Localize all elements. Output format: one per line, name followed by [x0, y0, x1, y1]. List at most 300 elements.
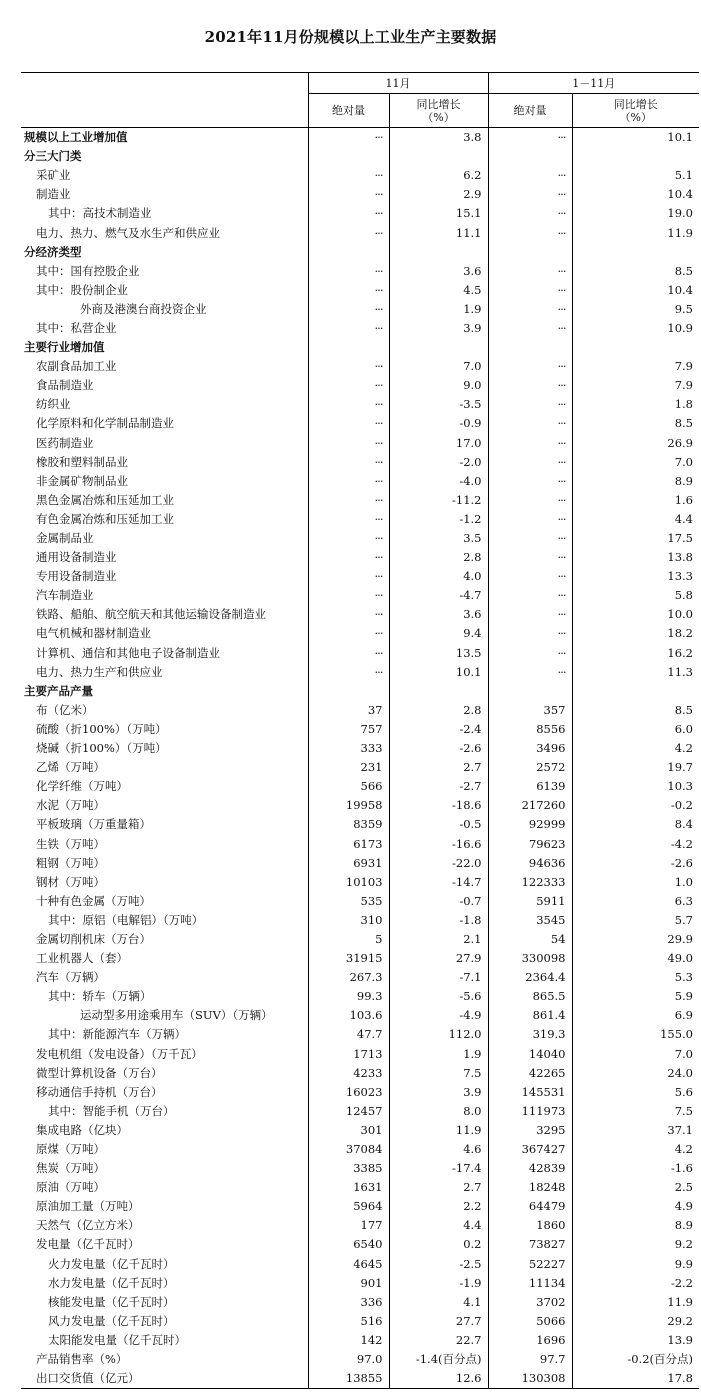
row-label: 原煤（万吨）: [21, 1140, 308, 1159]
ytd-yoy-growth: 9.5: [674, 301, 693, 316]
row-label: 通用设备制造业: [21, 548, 308, 567]
ytd-absolute-value: ···: [488, 185, 572, 204]
ytd-absolute-value: 2364.4: [488, 968, 572, 987]
ytd-yoy-growth: 4.2: [674, 1142, 693, 1157]
table-row: [21, 491, 699, 510]
nov-absolute-value: ···: [308, 510, 389, 529]
row-label: 其中：高技术制造业: [21, 204, 308, 223]
ytd-absolute-value: 1696: [488, 1331, 572, 1350]
ytd-absolute-value: 3496: [488, 739, 572, 758]
row-label: 制造业: [21, 185, 308, 204]
row-label: 其中：国有控股企业: [21, 262, 308, 281]
nov-yoy-growth: [389, 147, 488, 166]
header-period-november: 11月: [308, 73, 488, 94]
ytd-absolute-value: ···: [488, 567, 572, 586]
nov-yoy-growth: [389, 243, 488, 262]
table-row: [21, 319, 699, 338]
ytd-yoy-growth: 6.3: [674, 893, 693, 908]
ytd-yoy-growth: -2.2: [670, 1275, 693, 1290]
nov-yoy-growth: 3.9: [389, 1083, 488, 1102]
table-row: [21, 777, 699, 796]
ytd-yoy-growth: -4.2: [670, 836, 693, 851]
ytd-yoy-growth: 10.4: [667, 282, 693, 297]
ytd-yoy-growth: 1.8: [674, 397, 693, 412]
ytd-absolute-value: ···: [488, 434, 572, 453]
nov-yoy-growth: -2.0: [389, 453, 488, 472]
ytd-yoy-growth: 18.2: [667, 626, 693, 641]
nov-absolute-value: ···: [308, 472, 389, 491]
table-row: [21, 281, 699, 300]
section-row: [21, 243, 699, 262]
row-label: 布（亿米）: [21, 701, 308, 720]
nov-yoy-growth: 11.1: [389, 223, 488, 242]
row-label: 集成电路（亿块）: [21, 1121, 308, 1140]
table-row: [21, 796, 699, 815]
nov-absolute-value: 1631: [308, 1178, 389, 1197]
nov-absolute-value: 103.6: [308, 1006, 389, 1025]
ytd-absolute-value: 1860: [488, 1216, 572, 1235]
table-row: [21, 758, 699, 777]
ytd-yoy-growth: 7.0: [674, 1046, 693, 1061]
row-label: 金属制品业: [21, 529, 308, 548]
nov-yoy-growth: 3.6: [389, 605, 488, 624]
nov-absolute-value: 757: [308, 720, 389, 739]
table-row: [21, 1293, 699, 1312]
nov-absolute-value: 535: [308, 892, 389, 911]
ytd-yoy-growth: -0.2: [670, 798, 693, 813]
header-abs-1: 绝对量: [308, 94, 389, 128]
data-table: [21, 72, 699, 1389]
section-heading: 规模以上工业增加值: [21, 128, 308, 148]
row-label: 粗钢（万吨）: [21, 854, 308, 873]
row-label: 风力发电量（亿千瓦时）: [21, 1312, 308, 1331]
row-label: 发电量（亿千瓦时）: [21, 1235, 308, 1254]
ytd-yoy-growth: 1.0: [674, 874, 693, 889]
nov-absolute-value: ···: [308, 624, 389, 643]
ytd-yoy-growth: 5.8: [674, 588, 693, 603]
ytd-absolute-value: ···: [488, 472, 572, 491]
nov-absolute-value: ···: [308, 300, 389, 319]
table-row: [21, 949, 699, 968]
nov-absolute-value: 901: [308, 1274, 389, 1293]
table-row: [21, 1197, 699, 1216]
ytd-yoy-growth: 10.4: [667, 187, 693, 202]
ytd-yoy-growth: 29.9: [667, 931, 693, 946]
ytd-yoy-growth: 6.0: [674, 721, 693, 736]
ytd-absolute-value: ···: [488, 166, 572, 185]
ytd-yoy-growth: 17.8: [572, 1369, 699, 1389]
ytd-absolute-value: ···: [488, 204, 572, 223]
row-label: 钢材（万吨）: [21, 873, 308, 892]
header-yoy-1-line2: （%）: [422, 110, 455, 124]
nov-absolute-value: 231: [308, 758, 389, 777]
nov-yoy-growth: 7.0: [389, 357, 488, 376]
nov-absolute-value: ···: [308, 434, 389, 453]
ytd-absolute-value: 357: [488, 701, 572, 720]
ytd-yoy-growth: 7.0: [674, 454, 693, 469]
table-row: [21, 1216, 699, 1235]
ytd-yoy-growth: 8.9: [674, 1218, 693, 1233]
row-label: 核能发电量（亿千瓦时）: [21, 1293, 308, 1312]
nov-yoy-growth: 2.1: [389, 930, 488, 949]
nov-absolute-value: ···: [308, 262, 389, 281]
nov-yoy-growth: 10.1: [389, 663, 488, 682]
table-row: [21, 166, 699, 185]
table-row: [21, 1255, 699, 1274]
ytd-yoy-growth: 19.7: [667, 760, 693, 775]
row-label: 外商及港澳台商投资企业: [21, 300, 308, 319]
table-row: [21, 223, 699, 242]
table-row: [21, 1350, 699, 1369]
nov-absolute-value: 310: [308, 911, 389, 930]
table-row: [21, 1178, 699, 1197]
section-row: [21, 147, 699, 166]
table-row: [21, 1274, 699, 1293]
row-label: 微型计算机设备（万台）: [21, 1064, 308, 1083]
ytd-yoy-growth: 13.9: [667, 1332, 693, 1347]
nov-absolute-value: 142: [308, 1331, 389, 1350]
nov-yoy-growth: -17.4: [389, 1159, 488, 1178]
table-row: [21, 548, 699, 567]
nov-yoy-growth: -1.9: [389, 1274, 488, 1293]
nov-absolute-value: ···: [308, 281, 389, 300]
row-label: 发电机组（发电设备）（万千瓦）: [21, 1045, 308, 1064]
row-label: 汽车（万辆）: [21, 968, 308, 987]
row-label: 铁路、船舶、航空航天和其他运输设备制造业: [21, 605, 308, 624]
ytd-yoy-growth: [572, 682, 699, 701]
ytd-yoy-growth: 29.2: [667, 1313, 693, 1328]
nov-absolute-value: ···: [308, 166, 389, 185]
nov-absolute-value: ···: [308, 548, 389, 567]
ytd-absolute-value: [488, 147, 572, 166]
ytd-absolute-value: 3702: [488, 1293, 572, 1312]
nov-absolute-value: ···: [308, 357, 389, 376]
nov-absolute-value: ···: [308, 605, 389, 624]
ytd-yoy-growth: 4.9: [674, 1199, 693, 1214]
ytd-absolute-value: 42265: [488, 1064, 572, 1083]
ytd-absolute-value: 217260: [488, 796, 572, 815]
nov-yoy-growth: 2.2: [389, 1197, 488, 1216]
ytd-absolute-value: 92999: [488, 815, 572, 834]
nov-yoy-growth: -2.4: [389, 720, 488, 739]
row-label: 电力、热力、燃气及水生产和供应业: [21, 223, 308, 242]
nov-absolute-value: 8359: [308, 815, 389, 834]
nov-yoy-growth: 15.1: [389, 204, 488, 223]
section-row: [21, 128, 699, 148]
ytd-yoy-growth: 16.2: [667, 645, 693, 660]
ytd-yoy-growth: 7.9: [674, 378, 693, 393]
table-row: [21, 1159, 699, 1178]
nov-absolute-value: ···: [308, 223, 389, 242]
ytd-yoy-growth: 7.9: [674, 359, 693, 374]
header-label-cell: [21, 73, 308, 128]
ytd-yoy-growth: 8.4: [674, 817, 693, 832]
nov-absolute-value: 6173: [308, 834, 389, 853]
ytd-yoy-growth: 4.4: [674, 511, 693, 526]
ytd-absolute-value: 97.7: [488, 1350, 572, 1369]
table-row: [21, 720, 699, 739]
nov-yoy-growth: -0.5: [389, 815, 488, 834]
table-row: [21, 204, 699, 223]
nov-yoy-growth: 1.9: [389, 1045, 488, 1064]
ytd-yoy-growth: [572, 147, 699, 166]
ytd-absolute-value: ···: [488, 529, 572, 548]
nov-yoy-growth: -4.7: [389, 586, 488, 605]
row-label: 产品销售率（%）: [21, 1350, 308, 1369]
table-row: [21, 968, 699, 987]
row-label: 生铁（万吨）: [21, 834, 308, 853]
row-label: 汽车制造业: [21, 586, 308, 605]
header-yoy-1-line1: 同比增长: [416, 97, 461, 111]
table-row: [21, 1064, 699, 1083]
table-row: [21, 529, 699, 548]
nov-absolute-value: ···: [308, 567, 389, 586]
ytd-yoy-growth: 19.0: [667, 206, 693, 221]
table-row: [21, 930, 699, 949]
ytd-yoy-growth: 2.5: [674, 1180, 693, 1195]
row-label: 橡胶和塑料制品业: [21, 453, 308, 472]
nov-absolute-value: [308, 682, 389, 701]
table-row: [21, 1006, 699, 1025]
table-row: [21, 1083, 699, 1102]
nov-yoy-growth: 6.2: [389, 166, 488, 185]
ytd-absolute-value: 42839: [488, 1159, 572, 1178]
nov-yoy-growth: 27.9: [389, 949, 488, 968]
nov-absolute-value: 267.3: [308, 968, 389, 987]
table-row: [21, 472, 699, 491]
table-body: [21, 128, 699, 1389]
nov-yoy-growth: 4.1: [389, 1293, 488, 1312]
table-row: [21, 1312, 699, 1331]
ytd-yoy-growth: 155.0: [660, 1027, 693, 1042]
nov-yoy-growth: 2.7: [389, 758, 488, 777]
table-row: [21, 510, 699, 529]
nov-absolute-value: [308, 243, 389, 262]
ytd-absolute-value: ···: [488, 605, 572, 624]
section-heading: 分经济类型: [21, 243, 308, 262]
ytd-yoy-growth: 1.6: [674, 492, 693, 507]
ytd-yoy-growth: [572, 338, 699, 357]
nov-absolute-value: 13855: [308, 1369, 389, 1389]
nov-absolute-value: 4233: [308, 1064, 389, 1083]
table-row: [21, 434, 699, 453]
row-label: 其中：轿车（万辆）: [21, 987, 308, 1006]
table-row: [21, 834, 699, 853]
row-label: 食品制造业: [21, 376, 308, 395]
row-label: 运动型多用途乘用车（SUV）（万辆）: [21, 1006, 308, 1025]
nov-yoy-growth: 4.6: [389, 1140, 488, 1159]
ytd-yoy-growth: 49.0: [667, 951, 693, 966]
header-yoy-2-line1: 同比增长: [613, 97, 658, 111]
row-label: 十种有色金属（万吨）: [21, 892, 308, 911]
row-label: 电力、热力生产和供应业: [21, 663, 308, 682]
nov-yoy-growth: -1.4(百分点): [389, 1350, 488, 1369]
table-row: [21, 357, 699, 376]
ytd-absolute-value: 861.4: [488, 1006, 572, 1025]
ytd-absolute-value: 73827: [488, 1235, 572, 1254]
table-row: [21, 815, 699, 834]
row-label: 其中：股份制企业: [21, 281, 308, 300]
nov-yoy-growth: -3.5: [389, 395, 488, 414]
row-label: 乙烯（万吨）: [21, 758, 308, 777]
nov-yoy-growth: -4.0: [389, 472, 488, 491]
nov-absolute-value: ···: [308, 319, 389, 338]
nov-yoy-growth: 3.8: [389, 128, 488, 148]
table-row: [21, 1121, 699, 1140]
ytd-absolute-value: ···: [488, 376, 572, 395]
row-label: 火力发电量（亿千瓦时）: [21, 1255, 308, 1274]
nov-absolute-value: 10103: [308, 873, 389, 892]
row-label: 原油（万吨）: [21, 1178, 308, 1197]
nov-yoy-growth: 4.5: [389, 281, 488, 300]
ytd-absolute-value: ···: [488, 319, 572, 338]
nov-absolute-value: ···: [308, 128, 389, 148]
nov-absolute-value: ···: [308, 395, 389, 414]
row-label: 计算机、通信和其他电子设备制造业: [21, 644, 308, 663]
nov-absolute-value: 177: [308, 1216, 389, 1235]
nov-yoy-growth: 2.8: [389, 548, 488, 567]
ytd-yoy-growth: 13.8: [667, 550, 693, 565]
ytd-absolute-value: 330098: [488, 949, 572, 968]
nov-absolute-value: 5: [308, 930, 389, 949]
ytd-absolute-value: 130308: [488, 1369, 572, 1389]
ytd-absolute-value: 319.3: [488, 1025, 572, 1044]
nov-yoy-growth: 3.5: [389, 529, 488, 548]
table-row: [21, 1369, 699, 1389]
ytd-yoy-growth: 8.5: [674, 416, 693, 431]
row-label: 工业机器人（套）: [21, 949, 308, 968]
nov-yoy-growth: 9.0: [389, 376, 488, 395]
ytd-absolute-value: ···: [488, 491, 572, 510]
ytd-absolute-value: 18248: [488, 1178, 572, 1197]
ytd-absolute-value: 2572: [488, 758, 572, 777]
ytd-yoy-growth: -0.2(百分点): [627, 1352, 693, 1367]
nov-absolute-value: ···: [308, 204, 389, 223]
table-row: [21, 376, 699, 395]
ytd-yoy-growth: 6.9: [674, 1008, 693, 1023]
header-period-jan-nov: 1－11月: [488, 73, 699, 94]
table-row: [21, 873, 699, 892]
ytd-absolute-value: 865.5: [488, 987, 572, 1006]
ytd-yoy-growth: 37.1: [667, 1122, 693, 1137]
header-yoy-2-line2: （%）: [619, 110, 652, 124]
ytd-absolute-value: 3545: [488, 911, 572, 930]
nov-yoy-growth: -2.5: [389, 1255, 488, 1274]
nov-yoy-growth: -5.6: [389, 987, 488, 1006]
table-row: [21, 1025, 699, 1044]
row-label: 黑色金属冶炼和压延加工业: [21, 491, 308, 510]
nov-yoy-growth: 0.2: [389, 1235, 488, 1254]
row-label: 太阳能发电量（亿千瓦时）: [21, 1331, 308, 1350]
ytd-yoy-growth: 5.3: [674, 970, 693, 985]
row-label: 出口交货值（亿元）: [21, 1369, 308, 1389]
nov-absolute-value: 37084: [308, 1140, 389, 1159]
table-row: [21, 987, 699, 1006]
ytd-absolute-value: 367427: [488, 1140, 572, 1159]
ytd-yoy-growth: 10.0: [667, 607, 693, 622]
table-row: [21, 453, 699, 472]
ytd-yoy-growth: [572, 243, 699, 262]
table-row: [21, 911, 699, 930]
nov-absolute-value: [308, 147, 389, 166]
header-abs-2: 绝对量: [488, 94, 572, 128]
nov-yoy-growth: 2.7: [389, 1178, 488, 1197]
ytd-absolute-value: ···: [488, 223, 572, 242]
nov-yoy-growth: 22.7: [389, 1331, 488, 1350]
nov-yoy-growth: -0.9: [389, 414, 488, 433]
nov-absolute-value: 4645: [308, 1255, 389, 1274]
ytd-yoy-growth: 8.5: [674, 702, 693, 717]
ytd-absolute-value: [488, 682, 572, 701]
nov-yoy-growth: -16.6: [389, 834, 488, 853]
row-label: 纺织业: [21, 395, 308, 414]
table-row: [21, 739, 699, 758]
nov-yoy-growth: 13.5: [389, 644, 488, 663]
nov-yoy-growth: -22.0: [389, 854, 488, 873]
table-row: [21, 567, 699, 586]
ytd-yoy-growth: 9.2: [674, 1237, 693, 1252]
nov-absolute-value: ···: [308, 185, 389, 204]
ytd-yoy-growth: 26.9: [667, 435, 693, 450]
ytd-yoy-growth: 4.2: [674, 741, 693, 756]
row-label: 金属切削机床（万台）: [21, 930, 308, 949]
nov-yoy-growth: 2.8: [389, 701, 488, 720]
ytd-absolute-value: 3295: [488, 1121, 572, 1140]
row-label: 其中：新能源汽车（万辆）: [21, 1025, 308, 1044]
section-row: [21, 338, 699, 357]
section-heading: 主要产品产量: [21, 682, 308, 701]
nov-yoy-growth: -1.2: [389, 510, 488, 529]
nov-yoy-growth: 3.9: [389, 319, 488, 338]
table-row: [21, 644, 699, 663]
ytd-absolute-value: ···: [488, 395, 572, 414]
nov-yoy-growth: 4.0: [389, 567, 488, 586]
nov-yoy-growth: 8.0: [389, 1102, 488, 1121]
ytd-yoy-growth: 10.3: [667, 779, 693, 794]
ytd-absolute-value: ···: [488, 663, 572, 682]
table-row: [21, 892, 699, 911]
ytd-absolute-value: ···: [488, 414, 572, 433]
nov-absolute-value: ···: [308, 376, 389, 395]
ytd-yoy-growth: 11.9: [667, 1294, 693, 1309]
nov-yoy-growth: -2.7: [389, 777, 488, 796]
ytd-yoy-growth: 8.9: [674, 473, 693, 488]
ytd-yoy-growth: 5.9: [674, 989, 693, 1004]
ytd-yoy-growth: 11.9: [667, 225, 693, 240]
nov-yoy-growth: 7.5: [389, 1064, 488, 1083]
row-label: 化学原料和化学制品制造业: [21, 414, 308, 433]
ytd-absolute-value: 52227: [488, 1255, 572, 1274]
ytd-absolute-value: ···: [488, 281, 572, 300]
section-heading: 主要行业增加值: [21, 338, 308, 357]
row-label: 原油加工量（万吨）: [21, 1197, 308, 1216]
ytd-yoy-growth: -1.6: [670, 1161, 693, 1176]
ytd-yoy-growth: 5.1: [674, 168, 693, 183]
nov-absolute-value: 37: [308, 701, 389, 720]
row-label: 其中：私营企业: [21, 319, 308, 338]
nov-yoy-growth: 17.0: [389, 434, 488, 453]
table-row: [21, 1235, 699, 1254]
table-row: [21, 854, 699, 873]
ytd-absolute-value: ···: [488, 300, 572, 319]
ytd-absolute-value: ···: [488, 262, 572, 281]
nov-absolute-value: ···: [308, 414, 389, 433]
nov-absolute-value: 336: [308, 1293, 389, 1312]
ytd-absolute-value: [488, 243, 572, 262]
nov-absolute-value: 31915: [308, 949, 389, 968]
nov-absolute-value: ···: [308, 644, 389, 663]
table-row: [21, 586, 699, 605]
